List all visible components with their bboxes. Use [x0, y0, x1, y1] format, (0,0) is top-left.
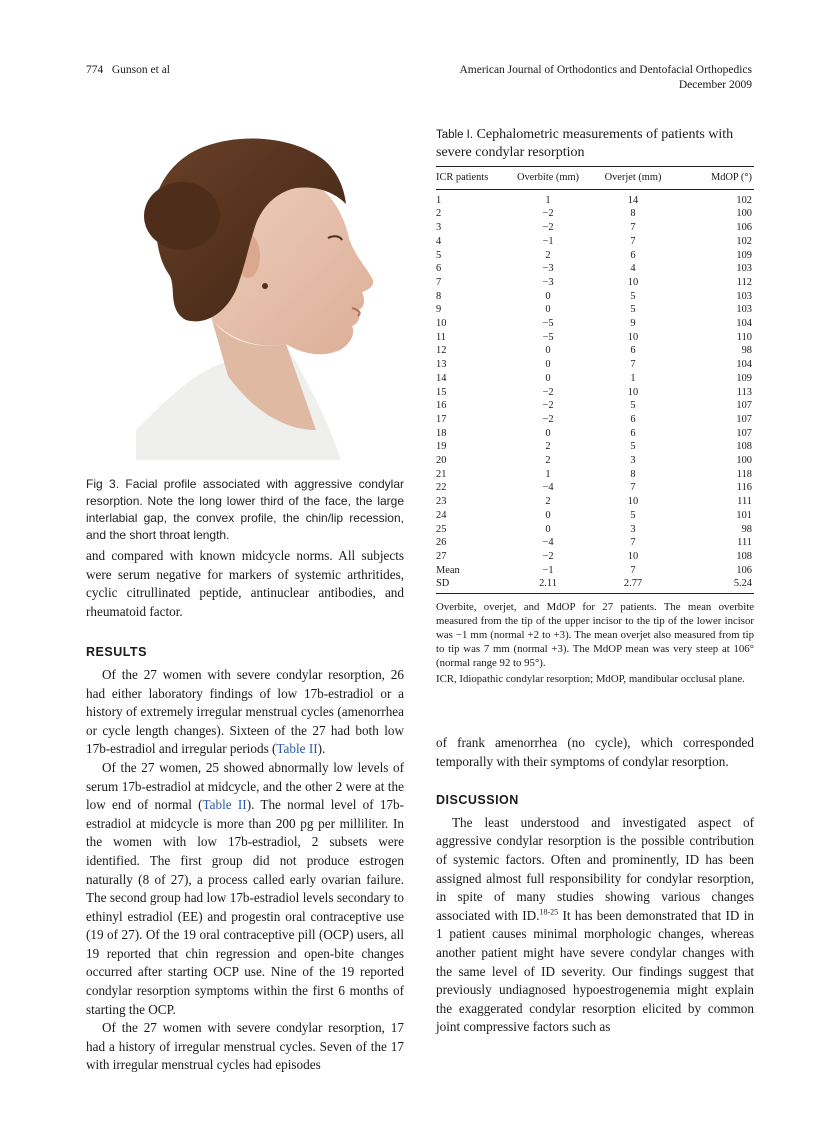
table-cell: 109	[736, 372, 752, 384]
table-row	[436, 386, 754, 400]
table-cell: 0	[545, 372, 551, 384]
table-cell: 14	[436, 372, 447, 384]
table-cell: 1	[630, 372, 636, 384]
table-cell: 10	[627, 550, 639, 562]
table-cell: 26	[436, 537, 447, 549]
table-i	[436, 126, 754, 686]
table-cell: 98	[741, 345, 752, 357]
table-cell: 15	[436, 386, 447, 398]
table-cell: 4	[630, 263, 636, 275]
table-cell: −3	[542, 263, 554, 275]
table-cell: 5	[630, 400, 636, 412]
table-cell: −4	[542, 537, 554, 549]
table-cell: 103	[736, 304, 752, 316]
table-cell: 7	[630, 359, 636, 371]
table-cell: 5.24	[678, 577, 754, 593]
table-cell: 19	[436, 441, 447, 453]
left-column-body	[86, 547, 404, 1075]
table-cell: −2	[542, 222, 554, 234]
table-row	[436, 189, 754, 207]
table-row	[436, 221, 754, 235]
table-cell: −2	[542, 386, 554, 398]
table-cell: 103	[736, 263, 752, 275]
table-row	[436, 290, 754, 304]
table-cell: 1	[436, 194, 442, 206]
table-cell: 104	[736, 318, 752, 330]
table-cell: 22	[436, 482, 447, 494]
running-header-right	[459, 63, 752, 92]
table-row	[436, 358, 754, 372]
table-cell: 3	[630, 455, 636, 467]
table-cell: 98	[741, 523, 752, 535]
table-cell: −5	[542, 318, 554, 330]
col-header: MdOP (°)	[678, 167, 754, 190]
journal-name: American Journal of Orthodontics and Dentofacial Orthopedics	[459, 64, 752, 76]
table-cell: −4	[542, 482, 554, 494]
table-cell: 100	[736, 208, 752, 220]
table-abbreviations: ICR, Idiopathic condylar resorption; MdOP, mandibular occlusal plane.	[436, 673, 745, 686]
table-row	[436, 249, 754, 263]
table-row	[436, 577, 754, 593]
table-row	[436, 523, 754, 537]
table-cell: −2	[542, 208, 554, 220]
table-cell: 6	[630, 427, 636, 439]
table-cell: 5	[630, 509, 636, 521]
table-cell: 5	[436, 249, 442, 261]
table-cell: 104	[736, 359, 752, 371]
table-cell: 0	[545, 509, 551, 521]
table-footnote: Overbite, overjet, and MdOP for 27 patients. The mean overbite measured from the tip of the upper incisor to the tip of the lower incisor was −1 mm (normal +2 to +3). The mean overjet also measured from tip to tip was 7 mm (normal +3). The MdOP mean was very steep at 106° (normal range 92 to 95°).	[436, 601, 754, 670]
table-cell: SD	[436, 577, 508, 593]
table-cell: 21	[436, 468, 447, 480]
table-cell: 25	[436, 523, 447, 535]
table-cell: 7	[630, 482, 636, 494]
table-cell: 5	[630, 304, 636, 316]
table-row	[436, 564, 754, 578]
table-cell: 0	[545, 523, 551, 535]
table-ii-link[interactable]: Table II	[276, 741, 318, 757]
table-cell: 14	[627, 194, 639, 206]
table-cell: 106	[736, 564, 752, 576]
cephalometric-table	[436, 166, 754, 594]
table-cell: 107	[736, 427, 752, 439]
table-row	[436, 372, 754, 386]
table-row	[436, 454, 754, 468]
table-cell: 24	[436, 509, 447, 521]
table-cell: 6	[436, 263, 442, 275]
table-cell: 2.77	[588, 577, 678, 593]
table-cell: −2	[542, 400, 554, 412]
table-cell: 107	[736, 413, 752, 425]
table-cell: 118	[736, 468, 752, 480]
table-cell: 2.11	[508, 577, 588, 593]
table-title: Table I. Cephalometric measurements of patients with severe condylar resorption	[436, 127, 734, 160]
table-row	[436, 468, 754, 482]
table-cell: 10	[627, 276, 639, 288]
table-cell: 101	[736, 509, 752, 521]
table-cell: Mean	[436, 564, 460, 576]
table-cell: 7	[436, 276, 442, 288]
page-number: 774	[86, 64, 104, 76]
table-cell: 0	[545, 359, 551, 371]
table-cell: −2	[542, 550, 554, 562]
table-cell: 103	[736, 290, 752, 302]
table-row	[436, 495, 754, 509]
results-paragraph-2: Of the 27 women, 25 showed abnormally low levels of serum 17b-estradiol at midcycle, and the other 2 were at the low end of normal (Table II). The normal level of 17b-estradiol at midcycle is more than 200 pg per milliliter. In the women with low 17b-estradiol, 2 subsets were identified. The first group did not produce estrogen naturally (8 of 27), a process called early ovarian failure. The second group had low 17b-estradiol levels secondary to ethinyl estradiol (EE) and progestin oral contraceptive use (19 of 27). Of the 19 oral contraceptive pill (OCP) users, all 19 reported that chin regression and open-bite changes occurred after starting OCP use. Nine of the 19 reported condylar resorption symptoms within the first 6 months of starting the OCP.	[86, 759, 405, 1017]
table-cell: 6	[630, 413, 636, 425]
results-heading: RESULTS	[86, 645, 147, 660]
table-cell: −1	[542, 235, 554, 247]
table-cell: 27	[436, 550, 447, 562]
table-cell: 100	[736, 455, 752, 467]
table-cell: 109	[736, 249, 752, 261]
table-row	[436, 317, 754, 331]
table-cell: 7	[630, 222, 636, 234]
table-cell: 5	[630, 290, 636, 302]
table-cell: 5	[630, 441, 636, 453]
table-cell: 2	[545, 496, 551, 508]
table-row	[436, 399, 754, 413]
table-cell: 108	[736, 441, 752, 453]
right-column-body	[436, 734, 754, 1037]
table-cell: 17	[436, 413, 447, 425]
table-cell: 2	[545, 441, 551, 453]
table-row	[436, 440, 754, 454]
table-cell: 7	[630, 537, 636, 549]
table-cell: 10	[627, 331, 639, 343]
table-row	[436, 536, 754, 550]
table-cell: 8	[630, 468, 636, 480]
table-cell: 2	[545, 455, 551, 467]
table-cell: 9	[436, 304, 442, 316]
table-cell: 7	[630, 564, 636, 576]
table-cell: 6	[630, 249, 636, 261]
table-cell: 108	[736, 550, 752, 562]
table-row	[436, 413, 754, 427]
table-cell: 23	[436, 496, 447, 508]
table-row	[436, 344, 754, 358]
col-header: Overbite (mm)	[508, 167, 588, 190]
table-cell: 9	[630, 318, 636, 330]
col-header: Overjet (mm)	[588, 167, 678, 190]
results-paragraph-3: Of the 27 women with severe condylar resorption, 17 had a history of irregular menstrual cycles. Seven of the 17 with irregular menstrual cycles had episodes	[86, 1020, 404, 1073]
table-cell: 11	[436, 331, 447, 343]
table-label: Table I.	[436, 129, 474, 141]
intro-paragraph: and compared with known midcycle norms. All subjects were serum negative for markers of systemic arthritides, cyclic citrullinated peptide, antinuclear antibodies, and rheumatoid factor.	[86, 548, 404, 619]
table-cell: 2	[545, 249, 551, 261]
continued-paragraph: of frank amenorrhea (no cycle), which corresponded temporally with their symptoms of condylar resorption.	[436, 735, 754, 769]
table-cell: 16	[436, 400, 447, 412]
table-row	[436, 262, 754, 276]
table-cell: 106	[736, 222, 752, 234]
issue-date: December 2009	[678, 78, 752, 91]
citation-superscript[interactable]: 18-25	[539, 907, 559, 917]
running-header-left	[86, 63, 170, 78]
table-cell: 8	[630, 208, 636, 220]
results-paragraph-1: Of the 27 women with severe condylar resorption, 26 had either laboratory findings of low 17b-estradiol or a history of extremely irregular menstrual cycles (amenorrhea or cycle length changes). Sixteen of the 27 had both low 17b-estradiol and irregular periods (Table II).	[86, 666, 404, 757]
table-row	[436, 427, 754, 441]
col-header: ICR patients	[436, 167, 508, 190]
table-row	[436, 207, 754, 221]
table-cell: 7	[630, 235, 636, 247]
table-cell: −3	[542, 276, 554, 288]
running-authors: Gunson et al	[111, 64, 171, 76]
profile-photo-icon	[136, 130, 402, 460]
table-cell: 0	[545, 304, 551, 316]
table-cell: −1	[542, 564, 554, 576]
discussion-paragraph-1: The least understood and investigated aspect of aggressive condylar resorption is the possible contribution of systemic factors. Often and prominently, ID has been assigned almost full responsibility for condylar resorption, in spite of many studies showing various changes associated with ID.$^{18-25}$ It has been demonstrated that ID in 1 patient causes minimal morphologic changes, whereas another patient might have severe condylar changes with the same level of ID severity. Our findings suggest that previously undiagnosed hypoestrogenemia might explain the exaggerated condylar resorption elicited by common joint compressive factors such as	[436, 814, 754, 1035]
table-cell: −2	[542, 413, 554, 425]
table-row	[436, 481, 754, 495]
table-header-row	[436, 167, 754, 190]
table-cell: 0	[545, 290, 551, 302]
table-cell: 116	[736, 482, 752, 494]
table-cell: 12	[436, 345, 447, 357]
figure-caption: Fig 3. Facial profile associated with aggressive condylar resorption. Note the long lower third of the face, the large interlabial gap, the convex profile, the chin/lip recession, and the short throat length.	[86, 477, 404, 542]
table-cell: 102	[736, 235, 752, 247]
table-cell: 2	[436, 208, 442, 220]
table-cell: 113	[736, 386, 752, 398]
table-ii-link[interactable]: Table II	[202, 797, 247, 813]
table-row	[436, 509, 754, 523]
table-row	[436, 331, 754, 345]
table-cell: 1	[545, 194, 551, 206]
table-cell: 18	[436, 427, 447, 439]
table-cell: −5	[542, 331, 554, 343]
table-row	[436, 276, 754, 290]
table-cell: 3	[630, 523, 636, 535]
table-cell: 111	[737, 496, 752, 508]
table-cell: 13	[436, 359, 447, 371]
table-cell: 0	[545, 345, 551, 357]
discussion-heading: DISCUSSION	[436, 793, 519, 808]
table-cell: 10	[627, 386, 639, 398]
table-row	[436, 235, 754, 249]
table-cell: 1	[545, 468, 551, 480]
table-cell: 107	[736, 400, 752, 412]
table-cell: 110	[736, 331, 752, 343]
table-cell: 8	[436, 290, 442, 302]
table-cell: 4	[436, 235, 442, 247]
table-cell: 112	[736, 276, 752, 288]
table-cell: 20	[436, 455, 447, 467]
table-cell: 111	[737, 537, 752, 549]
table-row	[436, 550, 754, 564]
table-cell: 3	[436, 222, 442, 234]
table-cell: 10	[627, 496, 639, 508]
table-row	[436, 303, 754, 317]
table-cell: 6	[630, 345, 636, 357]
table-cell: 0	[545, 427, 551, 439]
table-cell: 102	[736, 194, 752, 206]
table-cell: 10	[436, 318, 447, 330]
